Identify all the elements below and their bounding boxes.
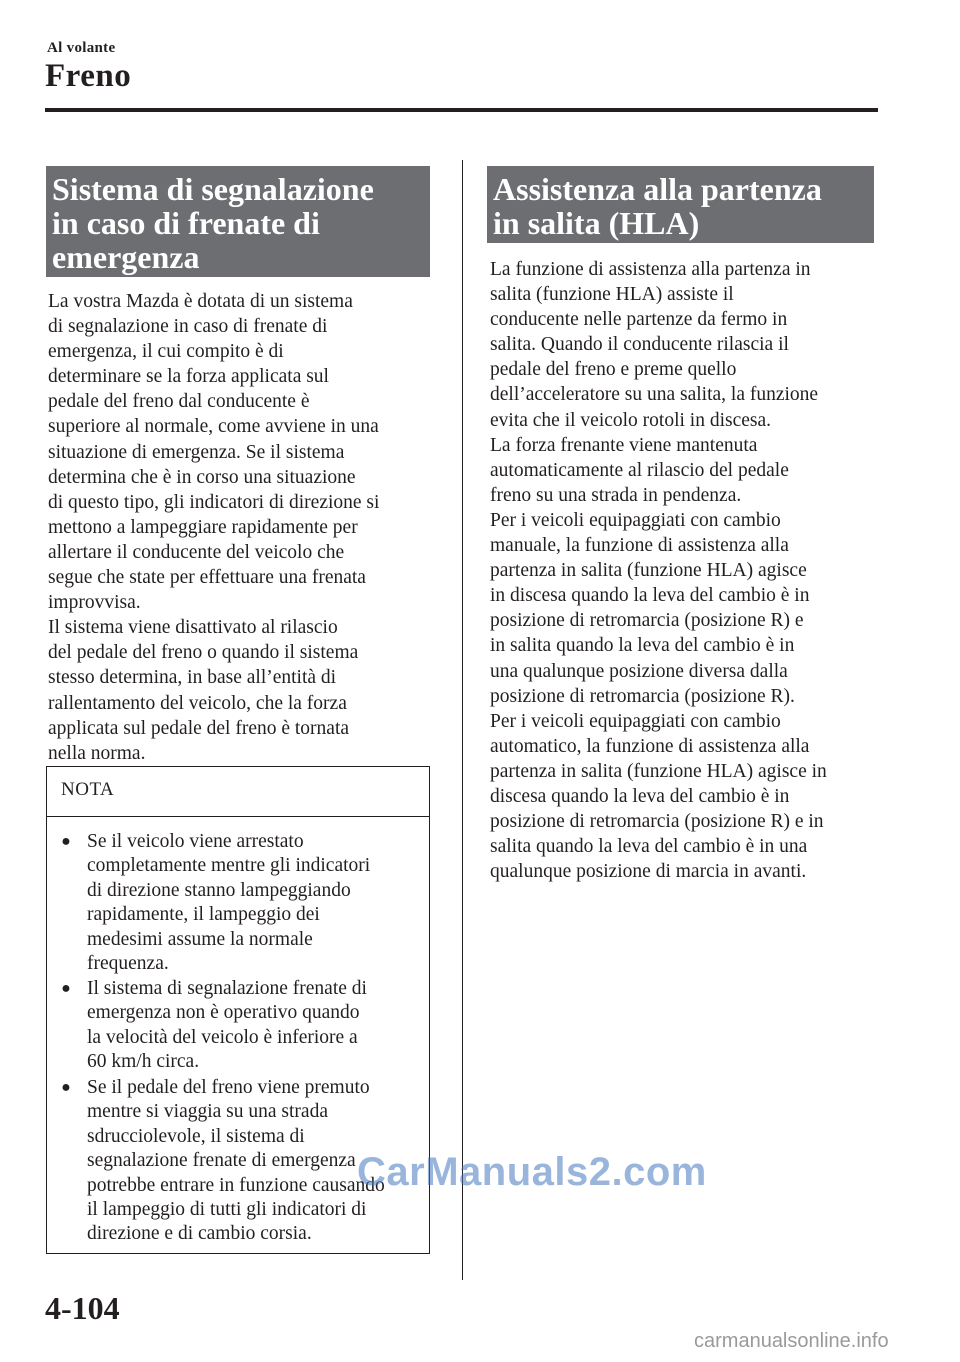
watermark: CarManuals2.com <box>357 1150 707 1194</box>
note-item-text <box>87 830 370 976</box>
body-line: in discesa quando la leva del cambio è in <box>490 585 810 607</box>
body-line: La forza frenante viene mantenuta <box>490 434 758 456</box>
title-rule <box>45 108 878 112</box>
note-line: rapidamente, il lampeggio dei <box>87 904 320 926</box>
body-line: qualunque posizione di marcia in avanti. <box>490 861 807 883</box>
body-line: posizione di retromarcia (posizione R) e in <box>490 811 824 833</box>
body-line: Per i veicoli equipaggiati con cambio <box>490 509 781 531</box>
body-line: manuale, la funzione di assistenza alla <box>490 535 789 557</box>
body-line: discesa quando la leva del cambio è in <box>490 785 790 807</box>
body-line: La funzione di assistenza alla partenza in <box>490 259 811 280</box>
page-title: Freno <box>45 58 132 94</box>
body-line: posizione di retromarcia (posizione R) e <box>490 610 804 632</box>
body-line: Per i veicoli equipaggiati con cambio <box>490 710 781 732</box>
emergency-brake-signal-heading <box>46 166 430 277</box>
body-line: segue che state per effettuare una frenata <box>48 567 366 589</box>
note-line: 60 km/h circa. <box>87 1051 200 1073</box>
body-line: pedale del freno e preme quello <box>490 359 737 381</box>
column-divider <box>462 160 463 1280</box>
body-line: emergenza, il cui compito è di <box>48 341 284 363</box>
heading-line: in salita (HLA) <box>493 205 700 241</box>
body-line: situazione di emergenza. Se il sistema <box>48 441 345 463</box>
body-line: una qualunque posizione diversa dalla <box>490 660 788 682</box>
note-item-text <box>87 977 367 1075</box>
note-line: Il sistema di segnalazione frenate di <box>87 978 367 999</box>
body-line: applicata sul pedale del freno è tornata <box>48 717 350 739</box>
body-line: mettono a lampeggiare rapidamente per <box>48 516 358 538</box>
heading-line: emergenza <box>52 239 200 275</box>
note-line: mentre si viaggia su una strada <box>87 1101 328 1123</box>
bullet-icon: ● <box>61 1079 71 1096</box>
body-line: partenza in salita (funzione HLA) agisce <box>490 560 807 582</box>
body-line: dell’acceleratore su una salita, la funzione <box>490 384 819 406</box>
note-header <box>47 767 429 817</box>
body-line: rallentamento del veicolo, che la forza <box>48 692 347 714</box>
body-line: improvvisa. <box>48 592 141 614</box>
note-line: Se il veicolo viene arrestato <box>87 831 304 852</box>
note-line: il lampeggio di tutti gli indicatori di <box>87 1199 367 1221</box>
body-line: del pedale del freno o quando il sistema <box>48 642 359 664</box>
note-line: segnalazione frenate di emergenza <box>87 1150 356 1172</box>
body-line: Il sistema viene disattivato al rilascio <box>48 617 338 639</box>
section-label: Al volante <box>47 40 116 56</box>
note-item-text <box>87 1076 385 1247</box>
body-line: conducente nelle partenze da fermo in <box>490 309 788 331</box>
heading-line: Assistenza alla partenza <box>493 171 822 207</box>
note-line: medesimi assume la normale <box>87 928 313 950</box>
body-line: allertare il conducente del veicolo che <box>48 541 345 563</box>
bullet-icon: ● <box>61 833 71 850</box>
hill-launch-assist-heading <box>487 166 874 243</box>
note-line: potrebbe entrare in funzione causando <box>87 1174 385 1196</box>
note-line: Se il pedale del freno viene premuto <box>87 1077 370 1098</box>
body-line: salita. Quando il conducente rilascia il <box>490 334 789 356</box>
body-line: freno su una strada in pendenza. <box>490 484 742 506</box>
heading-line: Sistema di segnalazione <box>52 171 374 207</box>
note-line: completamente mentre gli indicatori <box>87 855 371 877</box>
footer-site: carmanualsonline.info <box>694 1330 889 1352</box>
note-line: direzione e di cambio corsia. <box>87 1223 312 1245</box>
body-line: superiore al normale, come avviene in una <box>48 416 379 438</box>
body-line: determina che è in corso una situazione <box>48 466 356 488</box>
heading-line: in caso di frenate di <box>52 205 320 241</box>
body-line: nella norma. <box>48 742 146 764</box>
body-line: salita (funzione HLA) assiste il <box>490 284 734 306</box>
body-line: partenza in salita (funzione HLA) agisce in <box>490 760 827 782</box>
hill-launch-assist-body <box>490 257 827 884</box>
body-line: posizione di retromarcia (posizione R). <box>490 685 795 707</box>
body-line: di segnalazione in caso di frenate di <box>48 316 328 338</box>
note-title: NOTA <box>61 779 115 800</box>
bullet-icon: ● <box>61 980 71 997</box>
note-line: frequenza. <box>87 953 169 975</box>
body-line: salita quando la leva del cambio è in una <box>490 836 808 858</box>
page-number: 4-104 <box>45 1290 120 1326</box>
body-line: determinare se la forza applicata sul <box>48 366 329 388</box>
body-line: automaticamente al rilascio del pedale <box>490 459 789 481</box>
note-line: emergenza non è operativo quando <box>87 1002 360 1024</box>
body-line: di questo tipo, gli indicatori di direzione si <box>48 491 380 513</box>
note-line: di direzione stanno lampeggiando <box>87 879 351 901</box>
note-line: la velocità del veicolo è inferiore a <box>87 1026 358 1048</box>
body-line: La vostra Mazda è dotata di un sistema <box>48 291 353 312</box>
emergency-brake-signal-body <box>48 289 379 766</box>
body-line: pedale del freno dal conducente è <box>48 391 310 413</box>
body-line: in salita quando la leva del cambio è in <box>490 635 795 657</box>
body-line: stesso determina, in base all’entità di <box>48 667 337 689</box>
note-line: sdrucciolevole, il sistema di <box>87 1125 305 1147</box>
body-line: evita che il veicolo rotoli in discesa. <box>490 409 772 431</box>
body-line: automatico, la funzione di assistenza alla <box>490 735 810 757</box>
